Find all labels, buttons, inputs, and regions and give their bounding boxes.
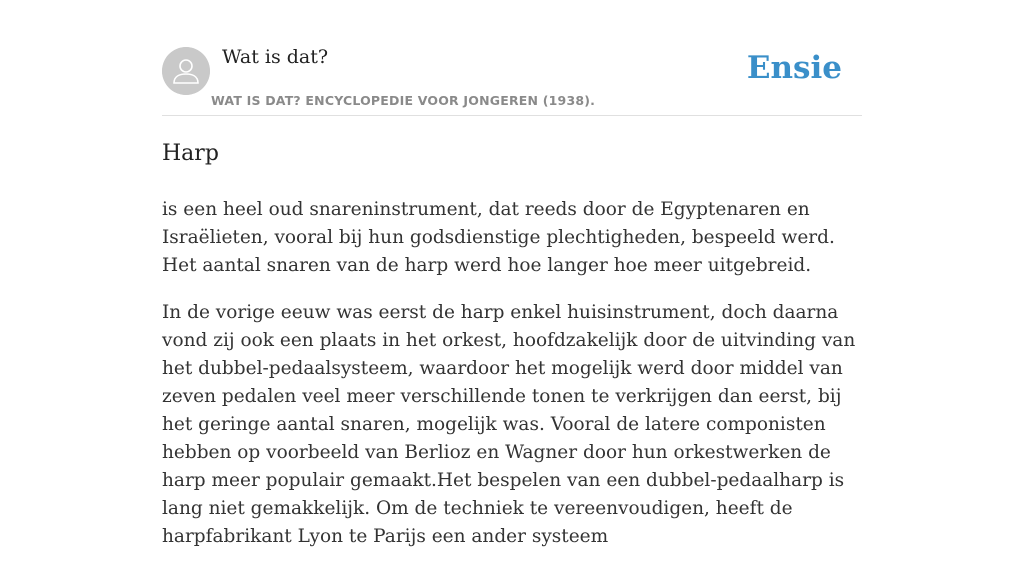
ensie-logo[interactable]: Ensie bbox=[746, 50, 842, 86]
article-paragraph: is een heel oud snareninstrument, dat reeds door de Egyptenaren en Israëlieten, vooral bij hun godsdienstige plechtigheden, bespeeld werd. Het aantal snaren van de harp werd hoe langer hoe meer uitgebreid. bbox=[162, 199, 835, 276]
page-title: Harp bbox=[162, 141, 219, 166]
article-content bbox=[162, 139, 862, 570]
user-icon bbox=[162, 47, 210, 95]
source-title[interactable]: Wat is dat? bbox=[222, 46, 329, 68]
article-paragraph: In de vorige eeuw was eerst de harp enkel huisinstrument, doch daarna vond zij ook een plaats in het orkest, hoofdzakelijk door de uitvinding van het dubbel-pedaalsysteem, waardoor het mogelijk werd door middel van zeven pedalen veel meer verschillende tonen te verkrijgen dan eerst, bij het geringe aantal snaren, mogelijk was. Vooral de latere componisten hebben op voorbeeld van Berlioz en Wagner door hun orkestwerken de harp meer populair gemaakt.Het bespelen van een dubbel-pedaalharp is lang niet gemakkelijk. Om de techniek te vereenvoudigen, heeft de harpfabrikant Lyon te Parijs een ander systeem bbox=[162, 302, 856, 547]
source-header bbox=[162, 40, 862, 116]
avatar[interactable] bbox=[162, 47, 210, 95]
source-subtitle: WAT IS DAT? ENCYCLOPEDIE VOOR JONGEREN (1938). bbox=[211, 93, 596, 108]
